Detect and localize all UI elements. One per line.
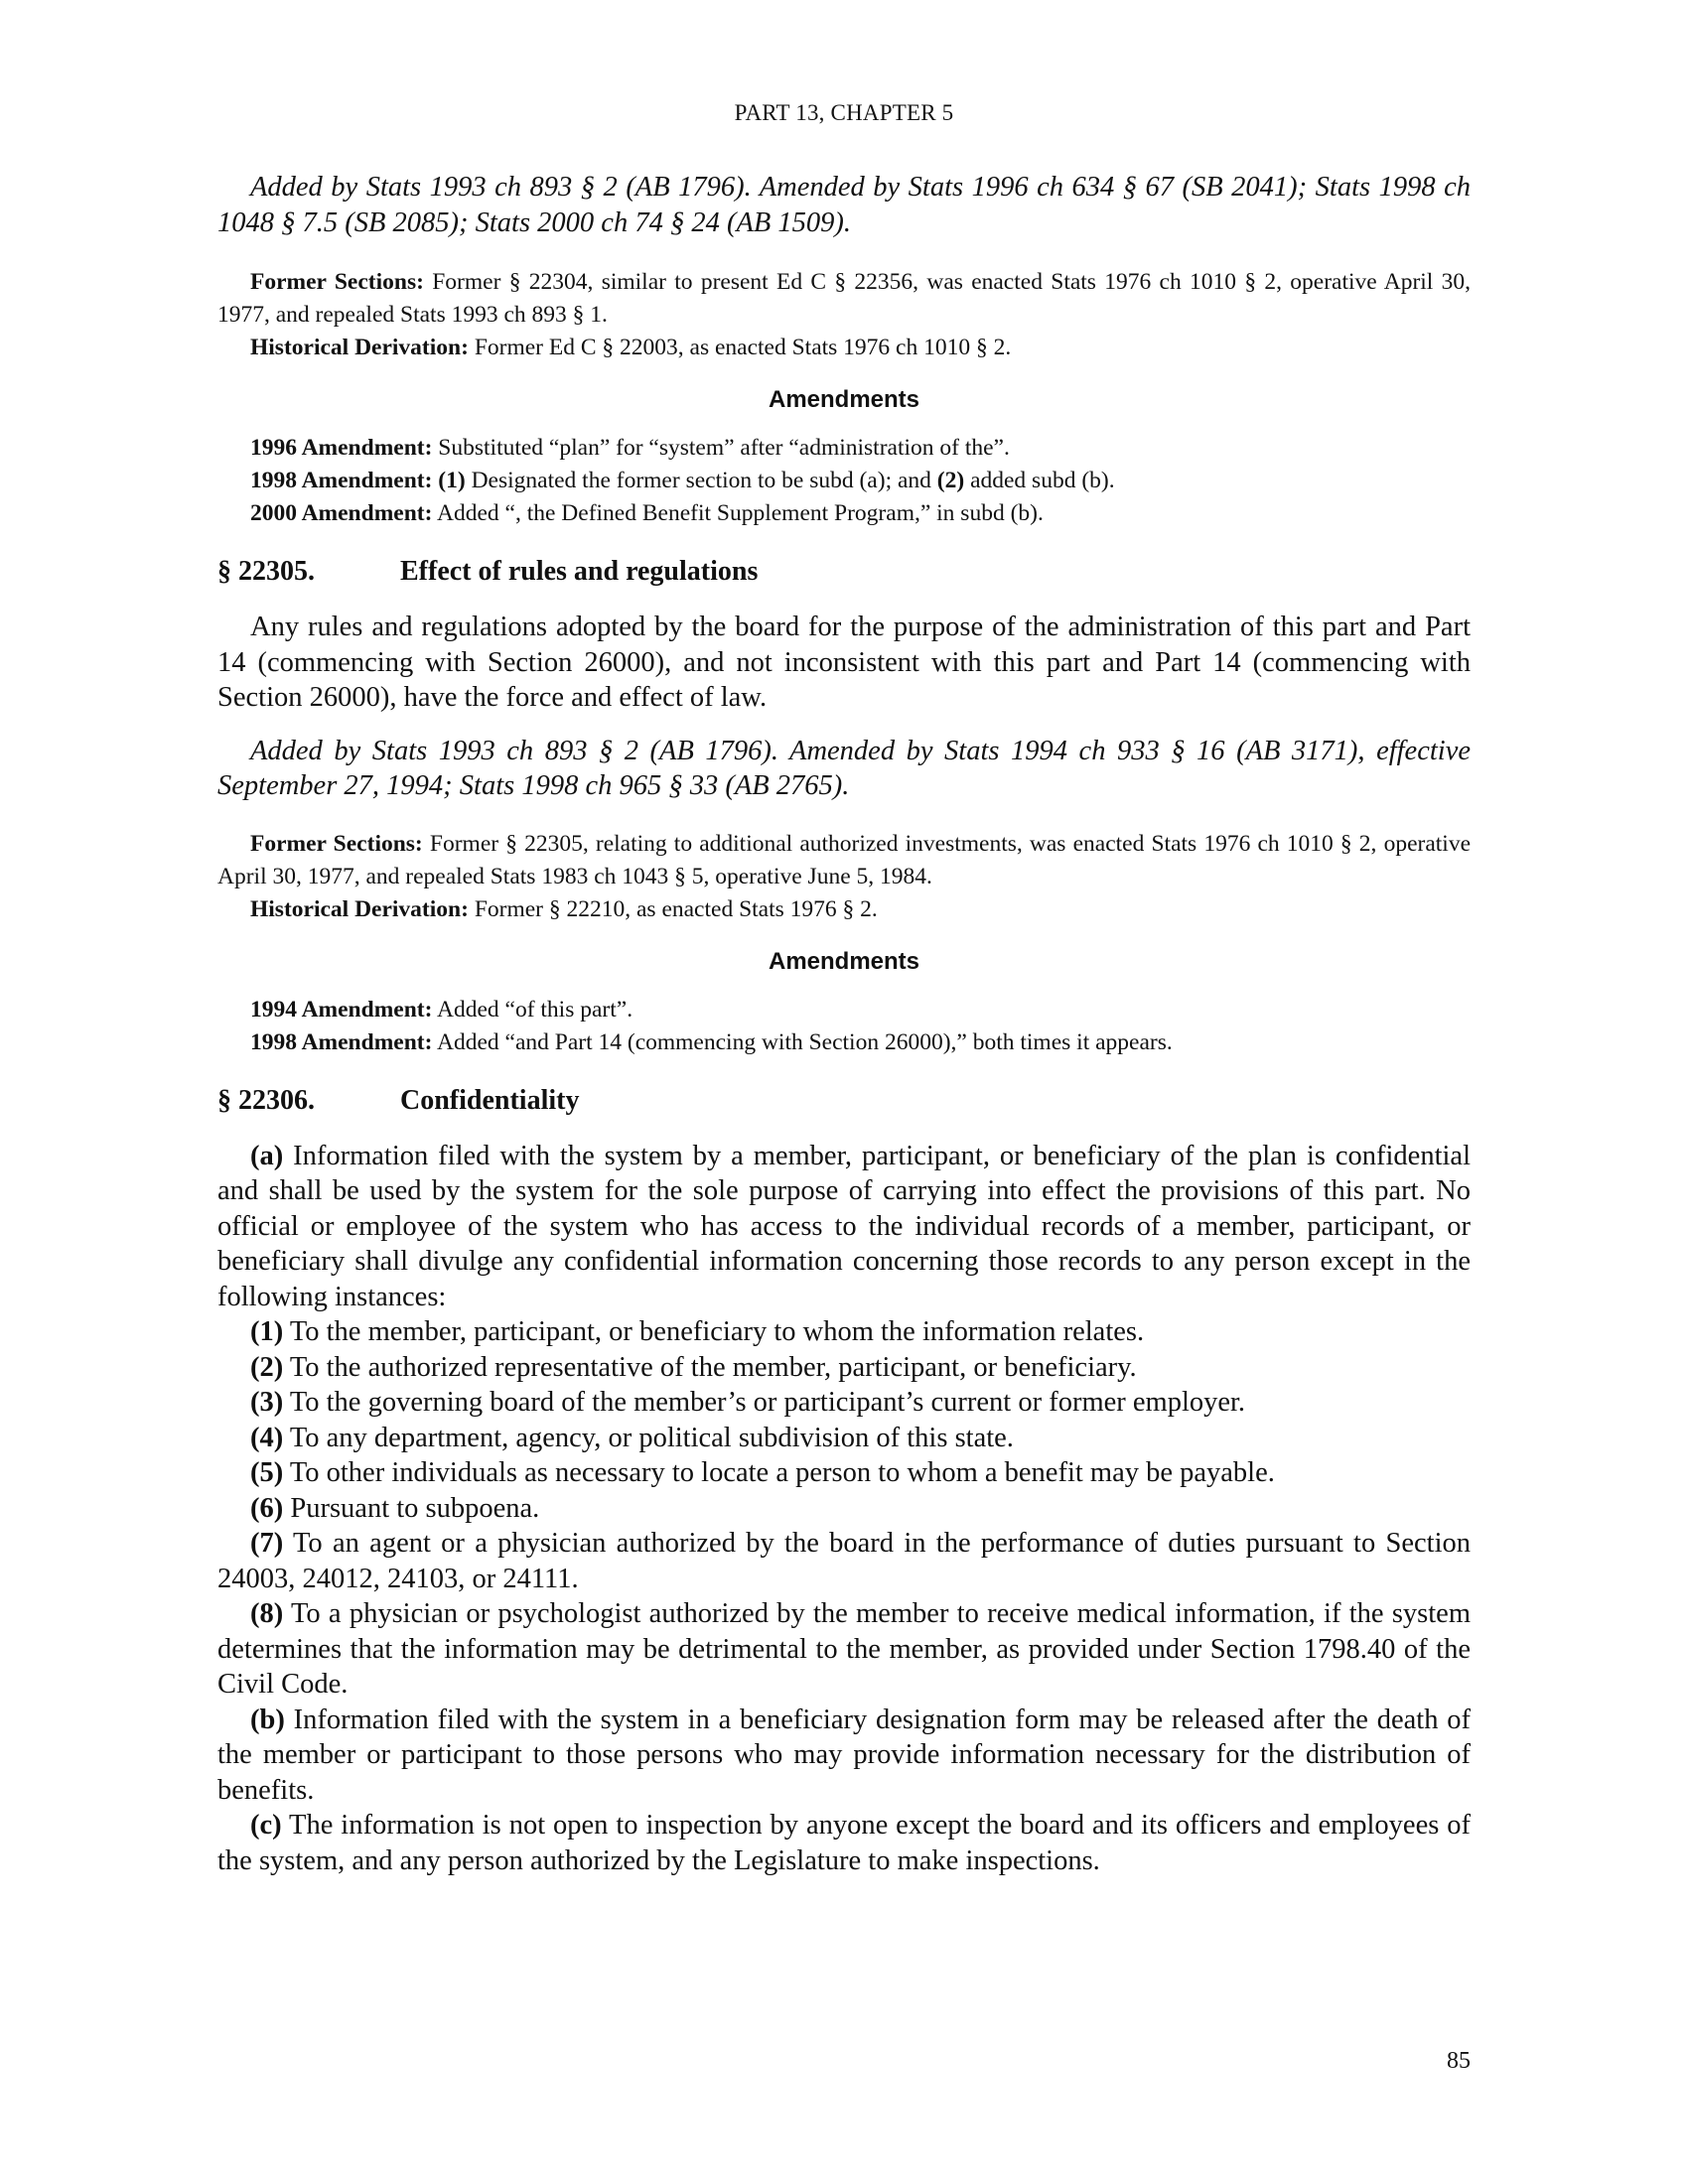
historical-derivation-text: Former Ed C § 22003, as enacted Stats 1976 ch 1010 § 2.	[468, 335, 1012, 360]
amendment-1994-label: 1994 Amendment:	[250, 996, 433, 1023]
instance-item-label: (8)	[250, 1598, 284, 1629]
instance-item	[217, 1421, 1471, 1456]
page-content	[217, 167, 1471, 1878]
instance-item-label: (4)	[250, 1422, 284, 1453]
former-sections-label: Former Sections:	[250, 269, 424, 295]
instances-list	[217, 1314, 1471, 1703]
instance-item	[217, 1526, 1471, 1596]
instance-item-text: To a physician or psychologist authorized by the member to receive medical information, if the system determines that the information may be detrimental to the member, as provided under Section 1798.40 of the Civil Code.	[217, 1598, 1471, 1700]
history-note: Added by Stats 1993 ch 893 § 2 (AB 1796). Amended by Stats 1996 ch 634 § 67 (SB 2041); Stats 1998 ch 1048 § 7.5 (SB 2085); Stats 2000 ch 74 § 24 (AB 1509).	[217, 172, 1471, 238]
instance-item-text: To other individuals as necessary to locate a person to whom a benefit may be payable.	[283, 1457, 1275, 1488]
historical-derivation-label: Historical Derivation:	[250, 895, 469, 922]
section-22305-historical-derivation	[217, 893, 1471, 926]
amendment-1998-item-2-text: added subd (b).	[964, 468, 1115, 493]
instance-item-label: (3)	[250, 1387, 284, 1418]
section-22305-number: § 22305.	[217, 556, 315, 587]
amendment-2000	[217, 497, 1471, 530]
former-sections-text: Former § 22304, similar to present Ed C § 22356, was enacted Stats 1976 ch 1010 § 2, operative April 30, 1977, and repealed Stats 1993 ch 893 § 1.	[217, 269, 1472, 328]
running-header: PART 13, CHAPTER 5	[734, 100, 954, 125]
subdivision-a	[217, 1139, 1471, 1315]
section-22305-former-sections	[217, 828, 1471, 893]
amendment-1998	[217, 465, 1471, 497]
section-22306-number: § 22306.	[217, 1084, 315, 1116]
section-22305-body: Any rules and regulations adopted by the board for the purpose of the administration of this part and Part 14 (commencing with Section 26000), and not inconsistent with this part and Part 14 (commencing with Section 26000), have the force and effect of law.	[217, 612, 1471, 713]
subdivision-c	[217, 1808, 1471, 1878]
instance-item	[217, 1314, 1471, 1350]
subdivision-c-label: (c)	[250, 1810, 282, 1841]
historical-derivation-note	[217, 332, 1471, 364]
historical-derivation-text: Former § 22210, as enacted Stats 1976 § 2.	[468, 895, 878, 922]
amendments-heading: Amendments	[768, 947, 920, 975]
amendment-1996-text: Substituted “plan” for “system” after “administration of the”.	[432, 435, 1010, 461]
section-22305-history-note: Added by Stats 1993 ch 893 § 2 (AB 1796). Amended by Stats 1994 ch 933 § 16 (AB 3171), effective September 27, 1994; Stats 1998 ch 965 § 33 (AB 2765).	[217, 735, 1471, 801]
amendment-1998-text: Added “and Part 14 (commencing with Section 26000),” both times it appears.	[432, 1028, 1173, 1055]
instance-item-text: To the governing board of the member’s or participant’s current or former employer.	[283, 1387, 1246, 1418]
subdivision-b-text: Information filed with the system in a beneficiary designation form may be released after the death of the member or participant to those persons who may provide information necessary for the distribution of benefits.	[217, 1704, 1471, 1806]
instance-item-text: To an agent or a physician authorized by the board in the performance of duties pursuant to Section 24003, 24012, 24103, or 24111.	[217, 1528, 1471, 1594]
subdivision-b	[217, 1703, 1471, 1809]
historical-derivation-label: Historical Derivation:	[250, 335, 469, 360]
instance-item	[217, 1385, 1471, 1421]
section-22305-heading	[217, 556, 1471, 588]
subdivision-a-text: Information filed with the system by a member, participant, or beneficiary of the plan is confidential and shall be used by the system for the sole purpose of carrying into effect the provisions of this part. No official or employee of the system who has access to the individual records of a member, participant, or beneficiary shall divulge any confidential information concerning those records to any person except in the following instances:	[217, 1140, 1471, 1312]
instance-item	[217, 1596, 1471, 1703]
instance-item-label: (5)	[250, 1457, 284, 1488]
instance-item-label: (1)	[250, 1316, 284, 1347]
amendment-1998-item-1-label: (1)	[438, 468, 466, 493]
amendment-2000-text: Added “, the Defined Benefit Supplement Program,” in subd (b).	[432, 500, 1044, 526]
amendment-1994	[217, 994, 1471, 1026]
amendment-1998-item-1-text: Designated the former section to be subd (a); and	[465, 468, 937, 493]
instance-item-text: Pursuant to subpoena.	[283, 1492, 540, 1524]
instance-item-text: To the authorized representative of the member, participant, or beneficiary.	[283, 1351, 1137, 1383]
instance-item	[217, 1350, 1471, 1386]
section-22306-title: Confidentiality	[400, 1084, 580, 1116]
instance-item	[217, 1455, 1471, 1491]
subdivision-b-label: (b)	[250, 1704, 285, 1735]
section-22305-title: Effect of rules and regulations	[400, 556, 759, 587]
former-sections-label: Former Sections:	[250, 830, 423, 857]
instance-item-label: (6)	[250, 1492, 284, 1524]
page-number: 85	[1447, 2048, 1471, 2074]
amendment-1994-text: Added “of this part”.	[432, 996, 633, 1023]
instance-item-text: To any department, agency, or political subdivision of this state.	[283, 1422, 1014, 1453]
amendments-heading: Amendments	[768, 386, 920, 413]
instance-item-text: To the member, participant, or beneficiary to whom the information relates.	[283, 1316, 1145, 1347]
amendment-1998-item-2-label: (2)	[936, 468, 965, 493]
former-sections-note	[217, 266, 1471, 332]
amendment-1996	[217, 432, 1471, 465]
section-22306-heading	[217, 1085, 1471, 1117]
amendment-1998	[217, 1026, 1471, 1059]
instance-item-label: (7)	[250, 1528, 284, 1559]
amendment-1998-label: 1998 Amendment:	[250, 1028, 433, 1055]
former-sections-text: Former § 22305, relating to additional authorized investments, was enacted Stats 1976 ch 1010 § 2, operative April 30, 1977, and repealed Stats 1983 ch 1043 § 5, operative June 5, 1984.	[217, 830, 1471, 889]
subdivision-c-text: The information is not open to inspection by anyone except the board and its officers and employees of the system, and any person authorized by the Legislature to make inspections.	[217, 1810, 1471, 1876]
amendment-1996-label: 1996 Amendment:	[250, 435, 433, 461]
instance-item	[217, 1491, 1471, 1527]
amendment-1998-label: 1998 Amendment:	[250, 468, 433, 493]
amendment-2000-label: 2000 Amendment:	[250, 500, 433, 526]
instance-item-label: (2)	[250, 1351, 284, 1383]
subdivision-a-label: (a)	[250, 1140, 284, 1171]
